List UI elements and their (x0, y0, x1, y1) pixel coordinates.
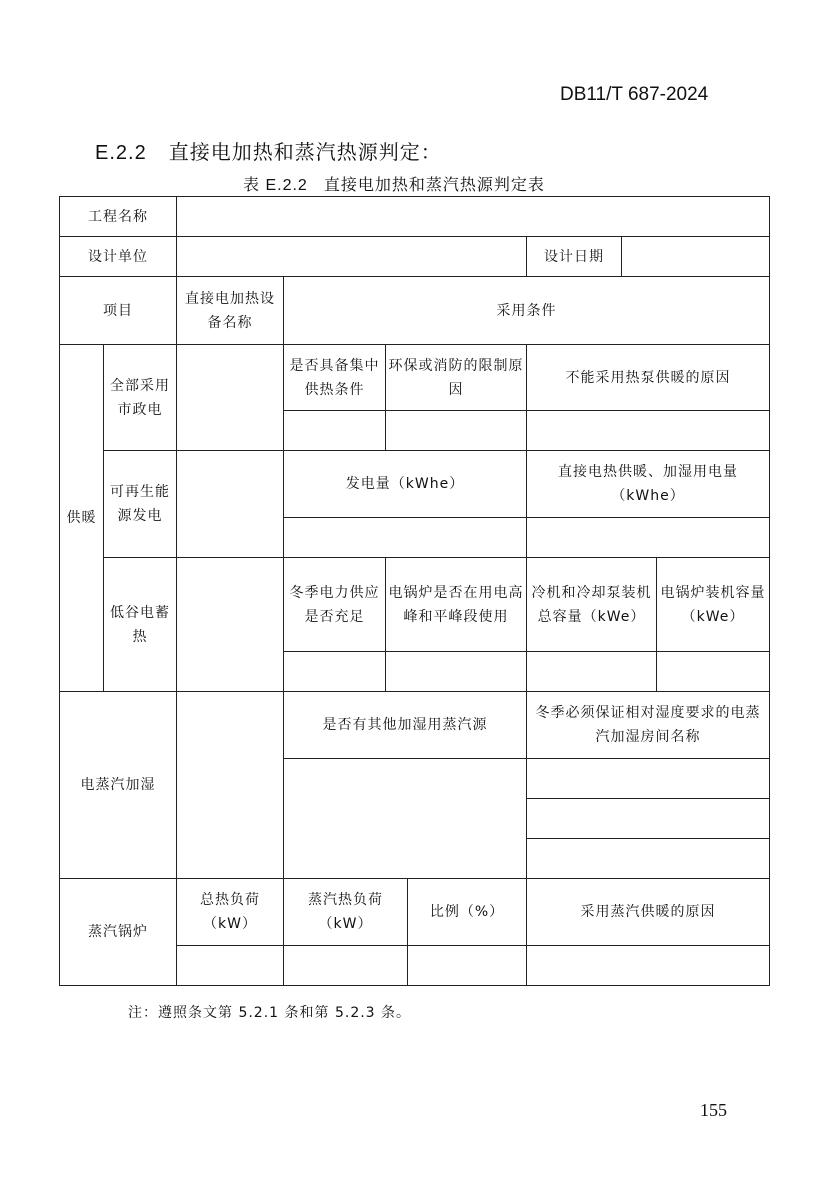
table-row (60, 692, 770, 759)
heating-label: 供暖 (60, 345, 104, 692)
table-row (60, 345, 770, 411)
valley-supply-field[interactable] (284, 652, 386, 692)
municipal-central-heating-field[interactable] (284, 411, 386, 451)
item-label: 项目 (60, 277, 177, 345)
project-name-field[interactable] (177, 197, 770, 237)
table-row (60, 558, 770, 652)
table-row (60, 277, 770, 345)
municipal-restriction-header: 环保或消防的限制原因 (386, 345, 527, 411)
valley-peak-usage-header: 电锅炉是否在用电高峰和平峰段使用 (386, 558, 527, 652)
municipal-no-heatpump-field[interactable] (527, 411, 770, 451)
steam-boiler-reason-field[interactable] (527, 946, 770, 986)
valley-boiler-capacity-header: 电锅炉装机容量（kWe） (657, 558, 770, 652)
steam-humid-label: 电蒸汽加湿 (60, 692, 177, 879)
table-row (60, 197, 770, 237)
steam-humid-rooms-header: 冬季必须保证相对湿度要求的电蒸汽加湿房间名称 (527, 692, 770, 759)
page-number: 155 (700, 1100, 727, 1120)
table-row (60, 451, 770, 518)
table-row (60, 237, 770, 277)
renewable-consumption-header: 直接电热供暖、加湿用电量（kWhe） (527, 451, 770, 518)
determination-table (59, 196, 770, 986)
steam-boiler-label: 蒸汽锅炉 (60, 879, 177, 986)
device-name-label: 直接电加热设备名称 (177, 277, 284, 345)
design-date-field[interactable] (622, 237, 770, 277)
steam-boiler-steam-load-field[interactable] (284, 946, 408, 986)
valley-chiller-capacity-header: 冷机和冷却泵装机总容量（kWe） (527, 558, 657, 652)
valley-boiler-capacity-field[interactable] (657, 652, 770, 692)
municipal-no-heatpump-header: 不能采用热泵供暖的原因 (527, 345, 770, 411)
renewable-generation-header: 发电量（kWhe） (284, 451, 527, 518)
steam-humid-room-field[interactable] (527, 839, 770, 879)
table-caption-prefix: 表 E.2.2 (243, 177, 308, 194)
municipal-label: 全部采用市政电 (104, 345, 177, 451)
renewable-device-field[interactable] (177, 451, 284, 558)
section-title: 直接电加热和蒸汽热源判定： (168, 140, 442, 164)
document-number: DB11/T 687-2024 (560, 84, 709, 105)
valley-chiller-capacity-field[interactable] (527, 652, 657, 692)
steam-humid-other-source-header: 是否有其他加湿用蒸汽源 (284, 692, 527, 759)
steam-humid-other-source-field[interactable] (284, 759, 527, 879)
renewable-generation-field[interactable] (284, 518, 527, 558)
valley-device-field[interactable] (177, 558, 284, 692)
municipal-device-field[interactable] (177, 345, 284, 451)
steam-boiler-steam-load-header: 蒸汽热负荷（kW） (284, 879, 408, 946)
renewable-consumption-field[interactable] (527, 518, 770, 558)
section-heading (95, 136, 442, 165)
table-note: 注：遵照条文第 5.2.1 条和第 5.2.3 条。 (128, 1005, 412, 1021)
design-unit-field[interactable] (177, 237, 527, 277)
conditions-label: 采用条件 (284, 277, 770, 345)
project-name-label: 工程名称 (60, 197, 177, 237)
table-row (60, 879, 770, 946)
valley-label: 低谷电蓄热 (104, 558, 177, 692)
steam-boiler-ratio-header: 比例（%） (408, 879, 527, 946)
design-date-label: 设计日期 (527, 237, 622, 277)
section-number: E.2.2 (95, 142, 147, 164)
steam-boiler-total-load-field[interactable] (177, 946, 284, 986)
steam-boiler-total-load-header: 总热负荷（kW） (177, 879, 284, 946)
steam-humid-room-field[interactable] (527, 799, 770, 839)
design-unit-label: 设计单位 (60, 237, 177, 277)
steam-humid-device-field[interactable] (177, 692, 284, 879)
table-caption-title: 直接电加热和蒸汽热源判定表 (323, 175, 545, 194)
renewable-label: 可再生能源发电 (104, 451, 177, 558)
steam-boiler-ratio-field[interactable] (408, 946, 527, 986)
valley-supply-header: 冬季电力供应是否充足 (284, 558, 386, 652)
table-caption (243, 172, 545, 195)
steam-boiler-reason-header: 采用蒸汽供暖的原因 (527, 879, 770, 946)
valley-peak-usage-field[interactable] (386, 652, 527, 692)
steam-humid-room-field[interactable] (527, 759, 770, 799)
municipal-central-heating-header: 是否具备集中供热条件 (284, 345, 386, 411)
municipal-restriction-field[interactable] (386, 411, 527, 451)
